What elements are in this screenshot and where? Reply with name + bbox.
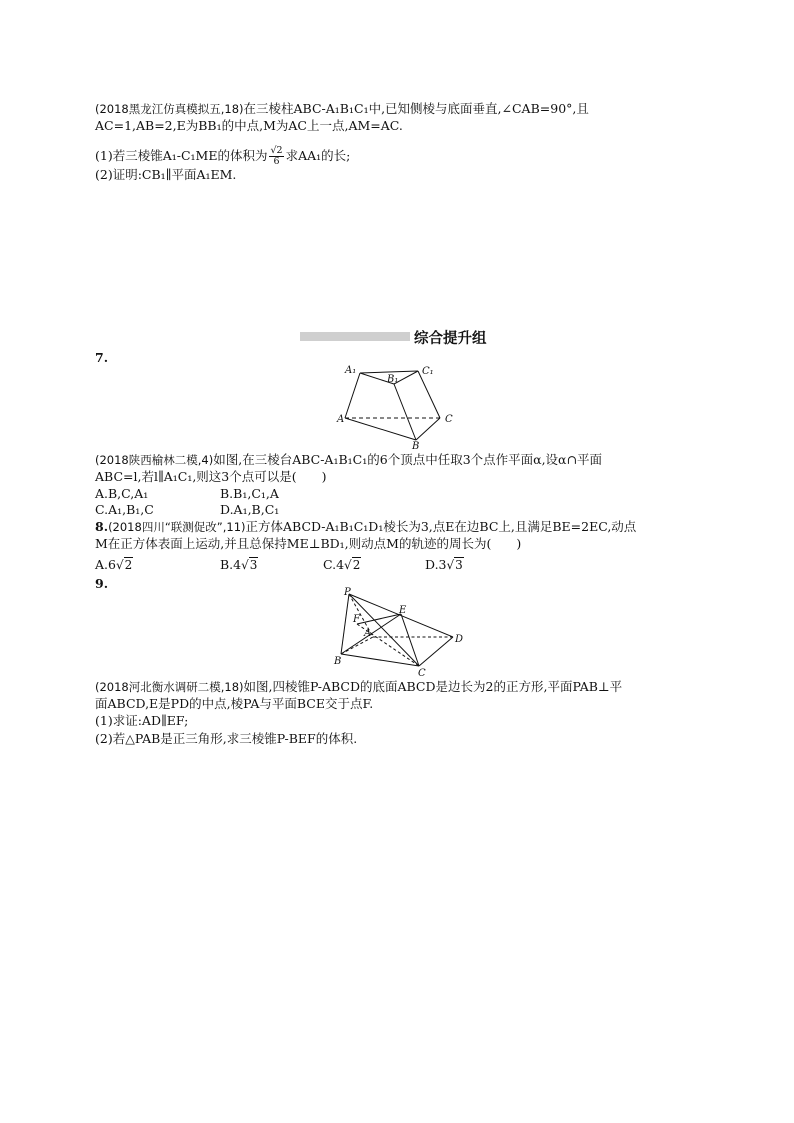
q6-frac-den: 6 bbox=[273, 156, 280, 167]
q9-number: 9. bbox=[95, 576, 109, 591]
q8-option-d bbox=[425, 556, 464, 574]
q9-label-d: D bbox=[455, 634, 464, 645]
q6-source: (2018黑龙江仿真模拟五,18) bbox=[95, 102, 244, 116]
q8-option-b bbox=[220, 556, 258, 574]
q7-label-b1: B₁ bbox=[387, 374, 399, 385]
q8-option-b-label: B.4 bbox=[220, 557, 242, 572]
q9-line-1 bbox=[95, 678, 622, 696]
q9-pyramid-figure bbox=[333, 586, 465, 678]
section-title: 综合提升组 bbox=[414, 331, 487, 347]
q8-line-1 bbox=[95, 518, 636, 536]
q6-stem-2: AC=1,AB=2,E为BB₁的中点,M为AC上一点,AM=AC. bbox=[95, 118, 403, 133]
q6-line-1 bbox=[95, 100, 589, 118]
q8-stem-1: 正方体ABCD-A₁B₁C₁D₁棱长为3,点E在边BC上,且满足BE=2EC,动点 bbox=[245, 519, 637, 534]
q9-source: (2018河北衡水调研二模,18) bbox=[95, 680, 244, 694]
q7-label-c1: C₁ bbox=[422, 366, 434, 377]
q8-option-d-radicand: 3 bbox=[455, 558, 463, 572]
q7-option-d: D.A₁,B,C₁ bbox=[220, 502, 280, 517]
q8-option-a bbox=[95, 556, 133, 574]
q9-label-e: E bbox=[399, 605, 407, 616]
q9-label-a: A bbox=[364, 628, 372, 639]
q8-option-a-label: A.6 bbox=[95, 557, 116, 572]
q7-frustum-figure bbox=[336, 360, 462, 450]
q9-label-c: C bbox=[418, 668, 426, 678]
q6-stem-1: 在三棱柱ABC-A₁B₁C₁中,已知侧棱与底面垂直,∠CAB=90°,且 bbox=[243, 101, 589, 116]
q7-label-a: A bbox=[337, 414, 345, 425]
q9-label-f: F bbox=[353, 614, 360, 625]
q8-option-b-radicand: 3 bbox=[249, 558, 258, 572]
q7-number: 7. bbox=[95, 350, 109, 365]
q7-stem-2: ABC=l,若l∥A₁C₁,则这3个点可以是( ) bbox=[95, 469, 327, 484]
q9-part-2: (2)若△PAB是正三角形,求三棱锥P-BEF的体积. bbox=[95, 731, 358, 746]
q7-source: (2018陕西榆林二模,4) bbox=[95, 453, 214, 467]
q7-label-b: B bbox=[412, 441, 420, 450]
q8-option-a-radicand: 2 bbox=[124, 558, 133, 572]
q8-option-d-sqrt: √3 bbox=[446, 558, 463, 572]
q8-option-c bbox=[323, 556, 361, 574]
q7-line-1 bbox=[95, 451, 602, 469]
q8-option-b-sqrt: √3 bbox=[241, 558, 258, 572]
q7-label-c: C bbox=[445, 414, 453, 425]
q8-option-c-radicand: 2 bbox=[352, 558, 361, 572]
q8-option-c-label: C.4 bbox=[323, 557, 345, 572]
q6-frac-num: √2 bbox=[270, 145, 283, 156]
q6-part1-tail: 求AA₁的长; bbox=[285, 148, 351, 163]
q8-option-d-label: D.3 bbox=[425, 557, 447, 572]
q6-fraction bbox=[269, 146, 283, 167]
q7-label-a1: A₁ bbox=[345, 365, 357, 376]
q6-part-2: (2)证明:CB₁∥平面A₁EM. bbox=[95, 167, 237, 182]
q8-source: (2018四川“联测促改”,11) bbox=[108, 520, 246, 534]
q7-option-a: A.B,C,A₁ bbox=[95, 486, 149, 501]
section-bar bbox=[300, 332, 410, 341]
q9-label-p: P bbox=[344, 587, 351, 598]
q8-option-a-sqrt: √2 bbox=[115, 558, 133, 572]
q9-part-1: (1)求证:AD∥EF; bbox=[95, 713, 189, 728]
q9-stem-1: 如图,四棱锥P-ABCD的底面ABCD是边长为2的正方形,平面PAB⊥平 bbox=[243, 679, 623, 694]
q8-option-c-sqrt: √2 bbox=[344, 558, 361, 572]
q8-number: 8. bbox=[95, 519, 109, 534]
q7-stem-1: 如图,在三棱台ABC-A₁B₁C₁的6个顶点中任取3个点作平面α,设α∩平面 bbox=[213, 452, 602, 467]
q8-stem-2: M在正方体表面上运动,并且总保持ME⊥BD₁,则动点M的轨迹的周长为( ) bbox=[95, 536, 522, 551]
q6-part1-text: (1)若三棱锥A₁-C₁ME的体积为 bbox=[95, 148, 268, 163]
q6-part-1 bbox=[95, 146, 350, 167]
q9-label-b: B bbox=[334, 656, 342, 667]
q7-option-c: C.A₁,B₁,C bbox=[95, 502, 154, 517]
q9-stem-2: 面ABCD,E是PD的中点,棱PA与平面BCE交于点F. bbox=[95, 696, 374, 711]
q7-option-b: B.B₁,C₁,A bbox=[220, 486, 279, 501]
